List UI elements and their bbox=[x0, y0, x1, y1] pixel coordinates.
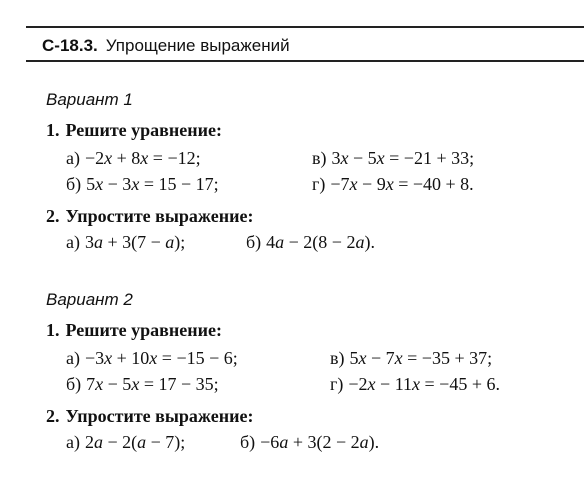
variant-2-task-2 bbox=[46, 406, 253, 427]
task-text: Решите уравнение: bbox=[65, 120, 222, 140]
item-expression: 5x − 7x = −35 + 37; bbox=[349, 348, 493, 368]
variant-1-task-2 bbox=[46, 206, 253, 227]
variant-2-task-1-item-b bbox=[66, 374, 219, 395]
task-text: Упростите выражение: bbox=[65, 406, 254, 426]
task-text: Решите уравнение: bbox=[65, 320, 222, 340]
item-label: а) bbox=[66, 432, 80, 452]
worksheet-code: С-18.3. bbox=[42, 36, 98, 55]
variant-1-task-1-item-b bbox=[66, 174, 219, 195]
item-label: г) bbox=[312, 174, 326, 194]
item-label: а) bbox=[66, 232, 80, 252]
item-expression: −6a + 3(2 − 2a). bbox=[260, 432, 380, 452]
variant-1-task-1-item-v bbox=[312, 148, 474, 169]
task-number: 2. bbox=[46, 406, 60, 426]
item-label: б) bbox=[66, 174, 82, 194]
item-label: б) bbox=[66, 374, 82, 394]
item-expression: 3a + 3(7 − a); bbox=[84, 232, 186, 252]
variant-2-title: Вариант 2 bbox=[46, 290, 133, 309]
variant-2-task-2-item-a bbox=[66, 432, 185, 453]
item-expression: −7x − 9x = −40 + 8. bbox=[330, 174, 474, 194]
variant-1-task-1-item-g bbox=[312, 174, 474, 195]
item-expression: 4a − 2(8 − 2a). bbox=[266, 232, 375, 252]
task-number: 1. bbox=[46, 120, 60, 140]
worksheet-title: Упрощение выражений bbox=[105, 36, 290, 55]
item-expression: −2x − 11x = −45 + 6. bbox=[348, 374, 500, 394]
variant-2-task-2-item-b bbox=[240, 432, 379, 453]
item-label: а) bbox=[66, 348, 80, 368]
variant-2-task-1-item-g bbox=[330, 374, 500, 395]
variant-1-task-1-item-a bbox=[66, 148, 201, 169]
variant-1-task-1 bbox=[46, 120, 222, 141]
variant-2-task-1-item-v bbox=[330, 348, 492, 369]
item-label: а) bbox=[66, 148, 80, 168]
item-expression: 5x − 3x = 15 − 17; bbox=[86, 174, 219, 194]
item-expression: 7x − 5x = 17 − 35; bbox=[86, 374, 219, 394]
worksheet-header bbox=[26, 26, 584, 62]
variant-2-task-1 bbox=[46, 320, 222, 341]
item-label: б) bbox=[240, 432, 256, 452]
item-label: б) bbox=[246, 232, 262, 252]
task-number: 1. bbox=[46, 320, 60, 340]
item-label: в) bbox=[330, 348, 345, 368]
item-expression: −2x + 8x = −12; bbox=[84, 148, 201, 168]
variant-2-task-1-item-a bbox=[66, 348, 238, 369]
item-label: в) bbox=[312, 148, 327, 168]
item-expression: 2a − 2(a − 7); bbox=[84, 432, 186, 452]
variant-1-task-2-item-b bbox=[246, 232, 375, 253]
variant-1-task-2-item-a bbox=[66, 232, 185, 253]
variant-1-title: Вариант 1 bbox=[46, 90, 133, 109]
task-number: 2. bbox=[46, 206, 60, 226]
task-text: Упростите выражение: bbox=[65, 206, 254, 226]
item-expression: −3x + 10x = −15 − 6; bbox=[84, 348, 238, 368]
item-expression: 3x − 5x = −21 + 33; bbox=[331, 148, 475, 168]
item-label: г) bbox=[330, 374, 344, 394]
header-text bbox=[42, 36, 290, 56]
